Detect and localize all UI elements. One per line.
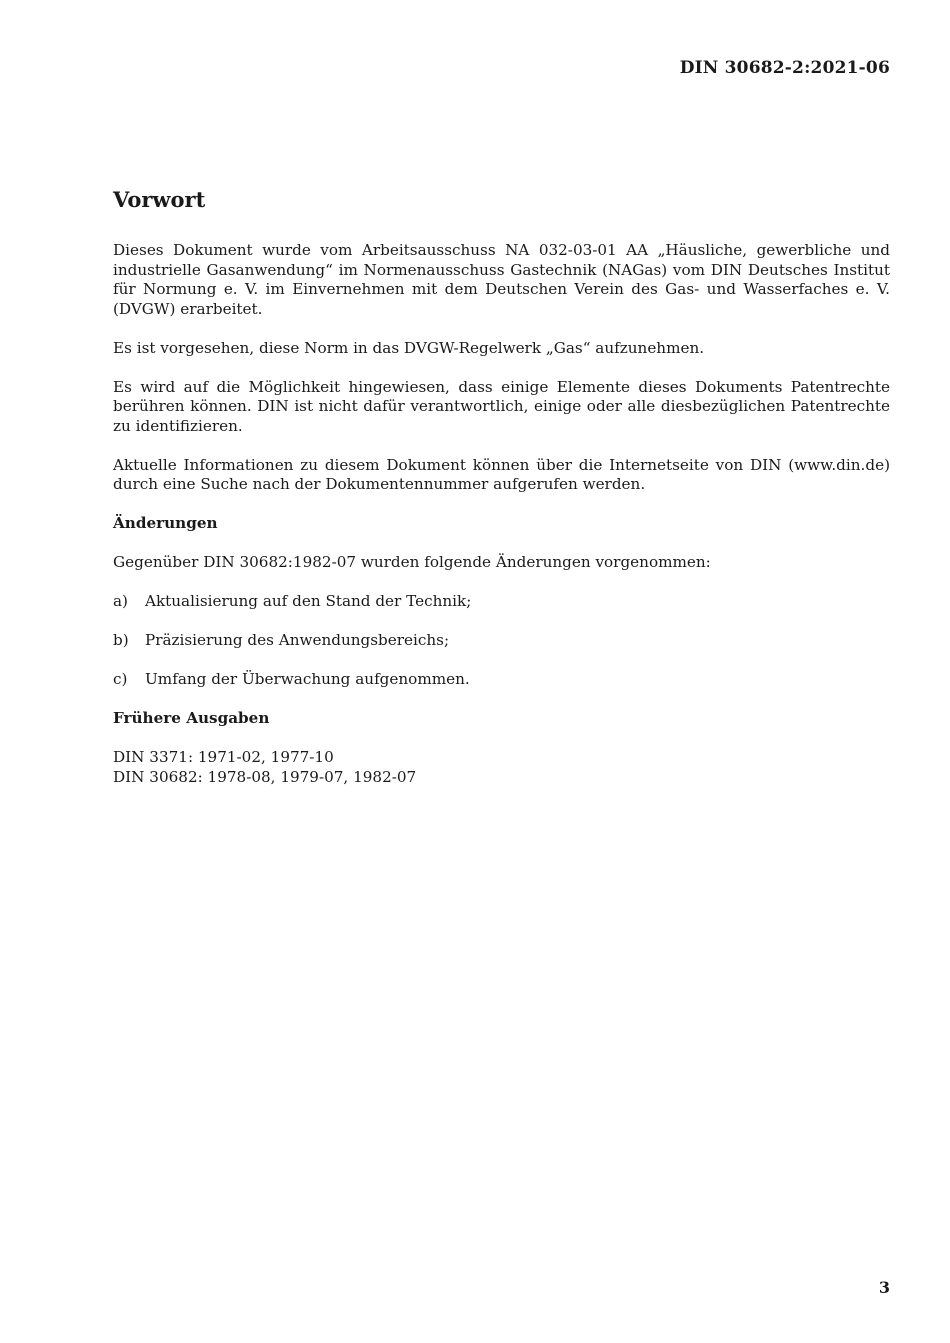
list-item-text: Aktualisierung auf den Stand der Technik; xyxy=(145,592,472,610)
change-list-item xyxy=(113,631,890,651)
foreword-paragraph: Es wird auf die Möglichkeit hingewiesen, dass einige Elemente dieses Dokuments Patentrechte berühren können. DIN ist nicht dafür verantwortlich, einige oder alle diesbezüglichen Patentrechte zu identifizieren. xyxy=(113,377,890,435)
edition-line: DIN 30682: 1978-08, 1979-07, 1982-07 xyxy=(113,767,417,786)
previous-editions-list xyxy=(113,748,890,787)
list-marker: b) xyxy=(113,631,129,649)
list-item-text: Präzisierung des Anwendungsbereichs; xyxy=(145,631,450,649)
list-marker: c) xyxy=(113,670,128,688)
foreword-paragraph: Aktuelle Informationen zu diesem Dokument können über die Internetseite von DIN (www.din.de) durch eine Suche nach der Dokumentennummer aufgerufen werden. xyxy=(113,455,890,493)
list-item-text: Umfang der Überwachung aufgenommen. xyxy=(145,670,470,688)
changes-intro: Gegenüber DIN 30682:1982-07 wurden folgende Änderungen vorgenommen: xyxy=(113,553,711,571)
previous-editions-heading: Frühere Ausgaben xyxy=(113,709,270,727)
changes-heading: Änderungen xyxy=(113,514,218,532)
change-list-item xyxy=(113,592,890,612)
foreword-paragraph: Dieses Dokument wurde vom Arbeitsausschuss NA 032-03-01 AA „Häusliche, gewerbliche und industrielle Gasanwendung“ im Normenausschuss Gastechnik (NAGas) vom DIN Deutsches Institut für Normung e. V. im Einvernehmen mit dem Deutschen Verein des Gas- und Wasserfaches e. V. (DVGW) erarbeitet. xyxy=(113,241,890,318)
page-number: 3 xyxy=(878,1278,890,1297)
foreword-title: Vorwort xyxy=(113,187,206,212)
foreword-paragraph: Es ist vorgesehen, diese Norm in das DVGW-Regelwerk „Gas“ aufzunehmen. xyxy=(113,338,705,357)
page-content xyxy=(113,186,890,787)
list-marker: a) xyxy=(113,592,128,610)
change-list-item xyxy=(113,670,890,690)
document-identifier: DIN 30682-2:2021-06 xyxy=(679,58,890,78)
edition-line: DIN 3371: 1971-02, 1977-10 xyxy=(113,748,334,766)
